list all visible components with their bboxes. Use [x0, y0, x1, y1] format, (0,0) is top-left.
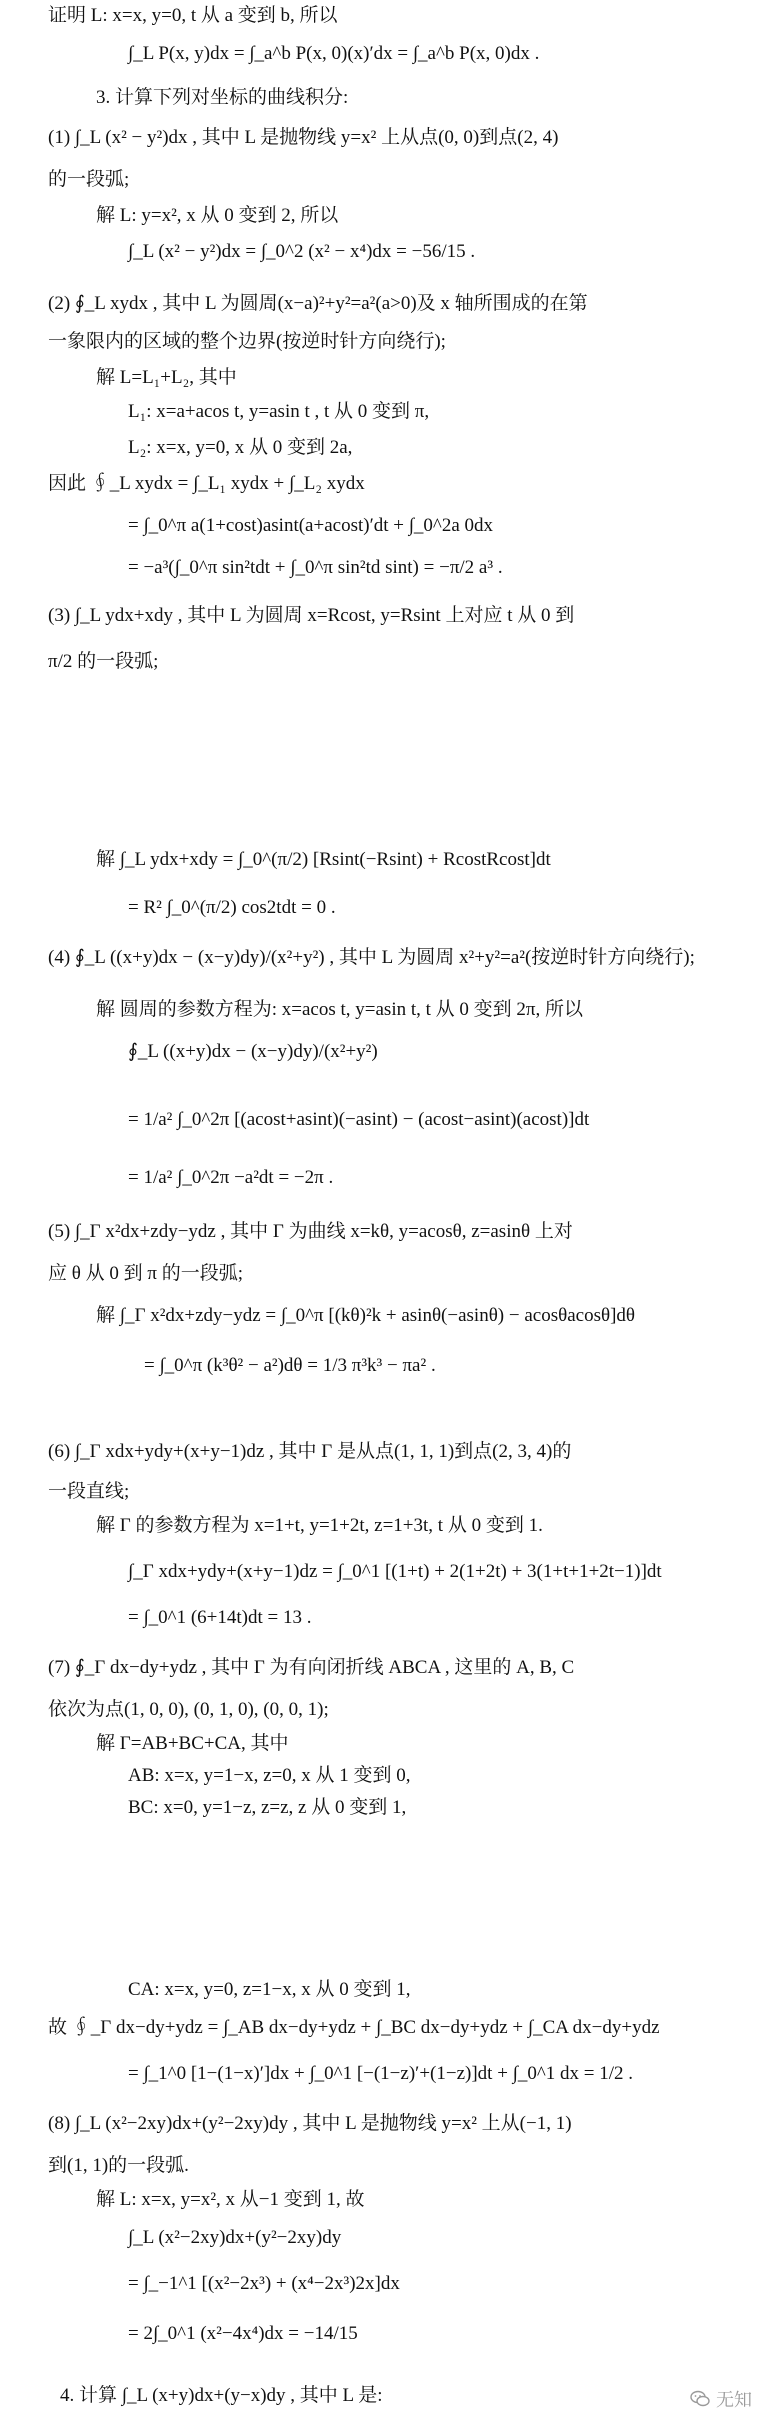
- text-line: 依次为点(1, 0, 0), (0, 1, 0), (0, 0, 1);: [48, 1699, 329, 1720]
- wechat-icon: [690, 2389, 710, 2409]
- text-line: 应 θ 从 0 到 π 的一段弧;: [48, 1263, 243, 1284]
- text-line: L₁: x=a+acos t, y=asin t , t 从 0 变到 π,: [128, 401, 430, 422]
- text-line: 解 Γ=AB+BC+CA, 其中: [96, 1733, 289, 1754]
- text-line: 证明 L: x=x, y=0, t 从 a 变到 b, 所以: [48, 5, 338, 26]
- text-line: 到(1, 1)的一段弧.: [48, 2155, 189, 2176]
- text-line: = R² ∫_0^(π/2) cos2tdt = 0 .: [128, 897, 336, 918]
- text-line: BC: x=0, y=1−z, z=z, z 从 0 变到 1,: [128, 1797, 407, 1818]
- text-line: ∮_L ((x+y)dx − (x−y)dy)/(x²+y²): [128, 1041, 378, 1062]
- text-line: ∫_Γ xdx+ydy+(x+y−1)dz = ∫_0^1 [(1+t) + 2(1+2t) + 3(1+t+1+2t−1)]dt: [128, 1561, 662, 1582]
- text-line: = 2∫_0^1 (x²−4x⁴)dx = −14/15: [128, 2323, 358, 2344]
- text-line: 的一段弧;: [48, 169, 130, 190]
- text-line: 故 ∮_Γ dx−dy+ydz = ∫_AB dx−dy+ydz + ∫_BC dx−dy+ydz + ∫_CA dx−dy+ydz: [48, 2017, 660, 2038]
- text-line: = −a³(∫_0^π sin²tdt + ∫_0^π sin²td sint) = −π/2 a³ .: [128, 557, 503, 578]
- text-line: 解 ∫_Γ x²dx+zdy−ydz = ∫_0^π [(kθ)²k + asinθ(−asinθ) − acosθacosθ]dθ: [96, 1305, 636, 1326]
- text-line: AB: x=x, y=1−x, z=0, x 从 1 变到 0,: [128, 1765, 411, 1786]
- text-line: (4) ∮_L ((x+y)dx − (x−y)dy)/(x²+y²) , 其中 L 为圆周 x²+y²=a²(按逆时针方向绕行);: [48, 947, 695, 968]
- text-line: = 1/a² ∫_0^2π [(acost+asint)(−asint) − (acost−asint)(acost)]dt: [128, 1109, 590, 1130]
- text-line: (5) ∫_Γ x²dx+zdy−ydz , 其中 Γ 为曲线 x=kθ, y=acosθ, z=asinθ 上对: [48, 1221, 573, 1242]
- text-line: 因此 ∮_L xydx = ∫_L₁ xydx + ∫_L₂ xydx: [48, 473, 365, 494]
- text-line: ∫_L (x²−2xy)dx+(y²−2xy)dy: [128, 2227, 342, 2248]
- text-line: (7) ∮_Γ dx−dy+ydz , 其中 Γ 为有向闭折线 ABCA , 这里的 A, B, C: [48, 1657, 575, 1678]
- watermark-text: 无知: [716, 2390, 752, 2410]
- text-line: = ∫_−1^1 [(x²−2x³) + (x⁴−2x³)2x]dx: [128, 2273, 400, 2294]
- text-line: π/2 的一段弧;: [48, 651, 159, 672]
- text-line: L₂: x=x, y=0, x 从 0 变到 2a,: [128, 437, 353, 458]
- text-line: = ∫_1^0 [1−(1−x)′]dx + ∫_0^1 [−(1−z)′+(1−z)]dt + ∫_0^1 dx = 1/2 .: [128, 2063, 634, 2084]
- text-line: CA: x=x, y=0, z=1−x, x 从 0 变到 1,: [128, 1979, 411, 2000]
- text-line: 解 圆周的参数方程为: x=acos t, y=asin t, t 从 0 变到 2π, 所以: [96, 999, 584, 1020]
- text-line: 一象限内的区域的整个边界(按逆时针方向绕行);: [48, 331, 446, 352]
- text-line: 解 L: x=x, y=x², x 从−1 变到 1, 故: [96, 2189, 365, 2210]
- text-line: = ∫_0^π (k³θ² − a²)dθ = 1/3 π³k³ − πa² .: [144, 1355, 436, 1376]
- text-line: ∫_L (x² − y²)dx = ∫_0^2 (x² − x⁴)dx = −56/15 .: [128, 241, 476, 262]
- text-line: ∫_L P(x, y)dx = ∫_a^b P(x, 0)(x)′dx = ∫_a^b P(x, 0)dx .: [128, 43, 540, 64]
- watermark: [690, 2386, 752, 2412]
- text-line: 4. 计算 ∫_L (x+y)dx+(y−x)dy , 其中 L 是:: [60, 2385, 383, 2406]
- text-line: (8) ∫_L (x²−2xy)dx+(y²−2xy)dy , 其中 L 是抛物线 y=x² 上从(−1, 1): [48, 2113, 572, 2134]
- text-line: (2) ∮_L xydx , 其中 L 为圆周(x−a)²+y²=a²(a>0)及 x 轴所围成的在第: [48, 293, 588, 314]
- text-line: = 1/a² ∫_0^2π −a²dt = −2π .: [128, 1167, 334, 1188]
- text-line: 解 L=L₁+L₂, 其中: [96, 367, 237, 388]
- text-line: = ∫_0^1 (6+14t)dt = 13 .: [128, 1607, 312, 1628]
- text-line: 一段直线;: [48, 1481, 130, 1502]
- text-line: (6) ∫_Γ xdx+ydy+(x+y−1)dz , 其中 Γ 是从点(1, 1, 1)到点(2, 3, 4)的: [48, 1441, 572, 1462]
- text-line: (3) ∫_L ydx+xdy , 其中 L 为圆周 x=Rcost, y=Rsint 上对应 t 从 0 到: [48, 605, 575, 626]
- text-line: 解 L: y=x², x 从 0 变到 2, 所以: [96, 205, 339, 226]
- text-line: 3. 计算下列对坐标的曲线积分:: [96, 87, 349, 108]
- text-line: = ∫_0^π a(1+cost)asint(a+acost)′dt + ∫_0^2a 0dx: [128, 515, 494, 536]
- text-line: (1) ∫_L (x² − y²)dx , 其中 L 是抛物线 y=x² 上从点(0, 0)到点(2, 4): [48, 127, 559, 148]
- text-line: 解 ∫_L ydx+xdy = ∫_0^(π/2) [Rsint(−Rsint) + RcostRcost]dt: [96, 849, 551, 870]
- text-line: 解 Γ 的参数方程为 x=1+t, y=1+2t, z=1+3t, t 从 0 变到 1.: [96, 1515, 543, 1536]
